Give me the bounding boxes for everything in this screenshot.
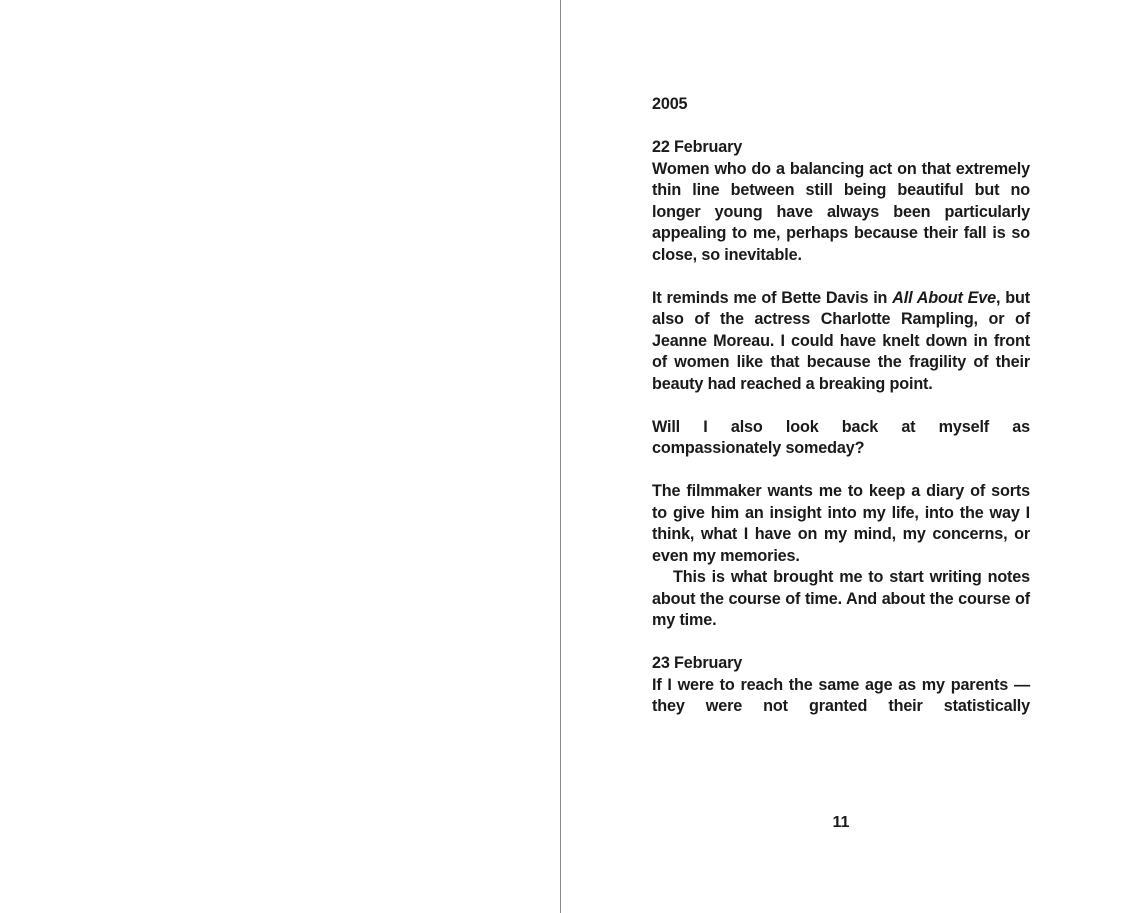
paragraph: If I were to reach the same age as my parents —they were not granted their statistically bbox=[652, 675, 1030, 715]
paragraph: Will I also look back at myself as compassionately someday? bbox=[652, 417, 1030, 457]
paragraph bbox=[652, 288, 1030, 396]
paragraph-text: , but also of the actress Charlotte Rampling, or of Jeanne Moreau. I could have knelt down in front of women like that because the fragility of their beauty had reached a breaking point. bbox=[652, 288, 1030, 393]
left-page bbox=[0, 0, 560, 913]
paragraph: The filmmaker wants me to keep a diary of sorts to give him an insight into my life, into the way I think, what I have on my mind, my concerns, or even my memories. bbox=[652, 482, 1030, 565]
entry-date: 23 February bbox=[652, 654, 743, 672]
page-number: 11 bbox=[832, 814, 850, 831]
year-heading: 2005 bbox=[652, 95, 688, 113]
paragraph: This is what brought me to start writing notes about the course of time. And about the course of my time. bbox=[652, 568, 1030, 629]
paragraph-text: It reminds me of Bette Davis in bbox=[652, 288, 893, 307]
entry-date: 22 February bbox=[652, 138, 743, 156]
right-page bbox=[561, 0, 1121, 913]
diary-text-block bbox=[652, 94, 1030, 718]
paragraph: Women who do a balancing act on that extremely thin line between still being beautiful but no longer young have always been particularly appealing to me, perhaps because their fall is so close, so inevitable. bbox=[652, 159, 1030, 264]
film-title: All About Eve bbox=[892, 288, 997, 307]
